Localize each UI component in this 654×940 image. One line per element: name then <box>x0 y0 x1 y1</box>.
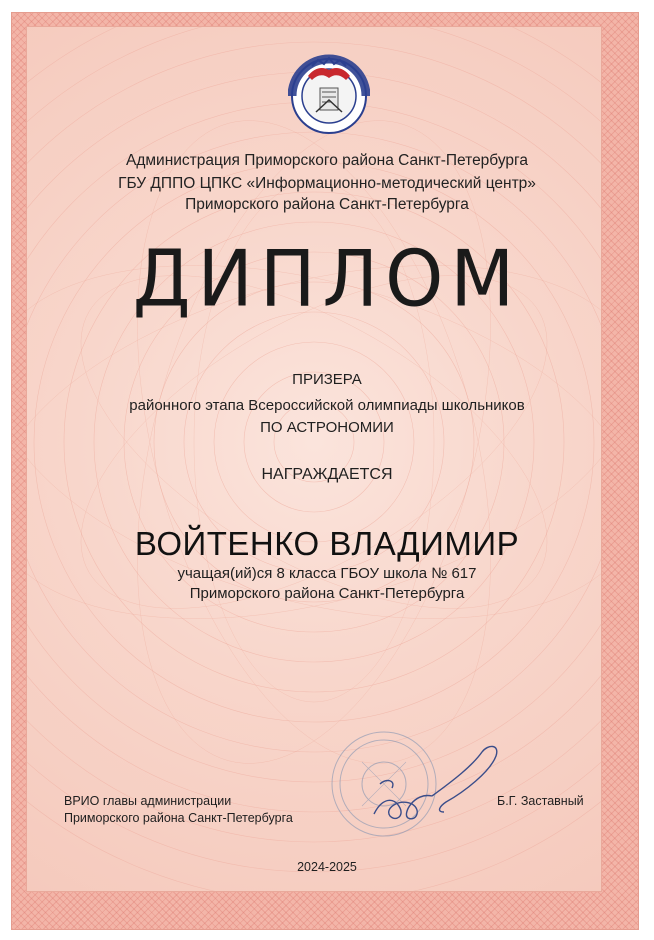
signer-position-line-2: Приморского района Санкт-Петербурга <box>64 811 293 825</box>
awarded-label: НАГРАЖДАЕТСЯ <box>261 466 393 483</box>
header-line-1: Администрация Приморского района Санкт-Петербурга <box>126 152 528 169</box>
recipient-school: учащая(ий)ся 8 класса ГБОУ школа № 617 <box>177 565 477 582</box>
round-seal-stamp-icon <box>304 722 514 852</box>
signer-name: Б.Г. Заставный <box>497 794 584 808</box>
diploma-title: ДИПЛОМ <box>132 233 522 325</box>
subtitle-line-2: районного этапа Всероссийской олимпиады школьников <box>129 397 525 414</box>
olympiad-emblem-icon <box>288 52 370 136</box>
header-line-3: Приморского района Санкт-Петербурга <box>185 196 469 213</box>
subtitle-line-3: ПО АСТРОНОМИИ <box>260 419 394 436</box>
subtitle-line-1: ПРИЗЕРА <box>292 371 362 388</box>
recipient-name: ВОЙТЕНКО ВЛАДИМИР <box>134 525 520 562</box>
handwritten-signature-icon <box>374 746 497 818</box>
header-line-2: ГБУ ДППО ЦПКС «Информационно-методический центр» <box>118 175 536 192</box>
signer-position-line-1: ВРИО главы администрации <box>64 794 232 808</box>
academic-year: 2024-2025 <box>297 860 357 874</box>
recipient-district: Приморского района Санкт-Петербурга <box>189 585 465 602</box>
